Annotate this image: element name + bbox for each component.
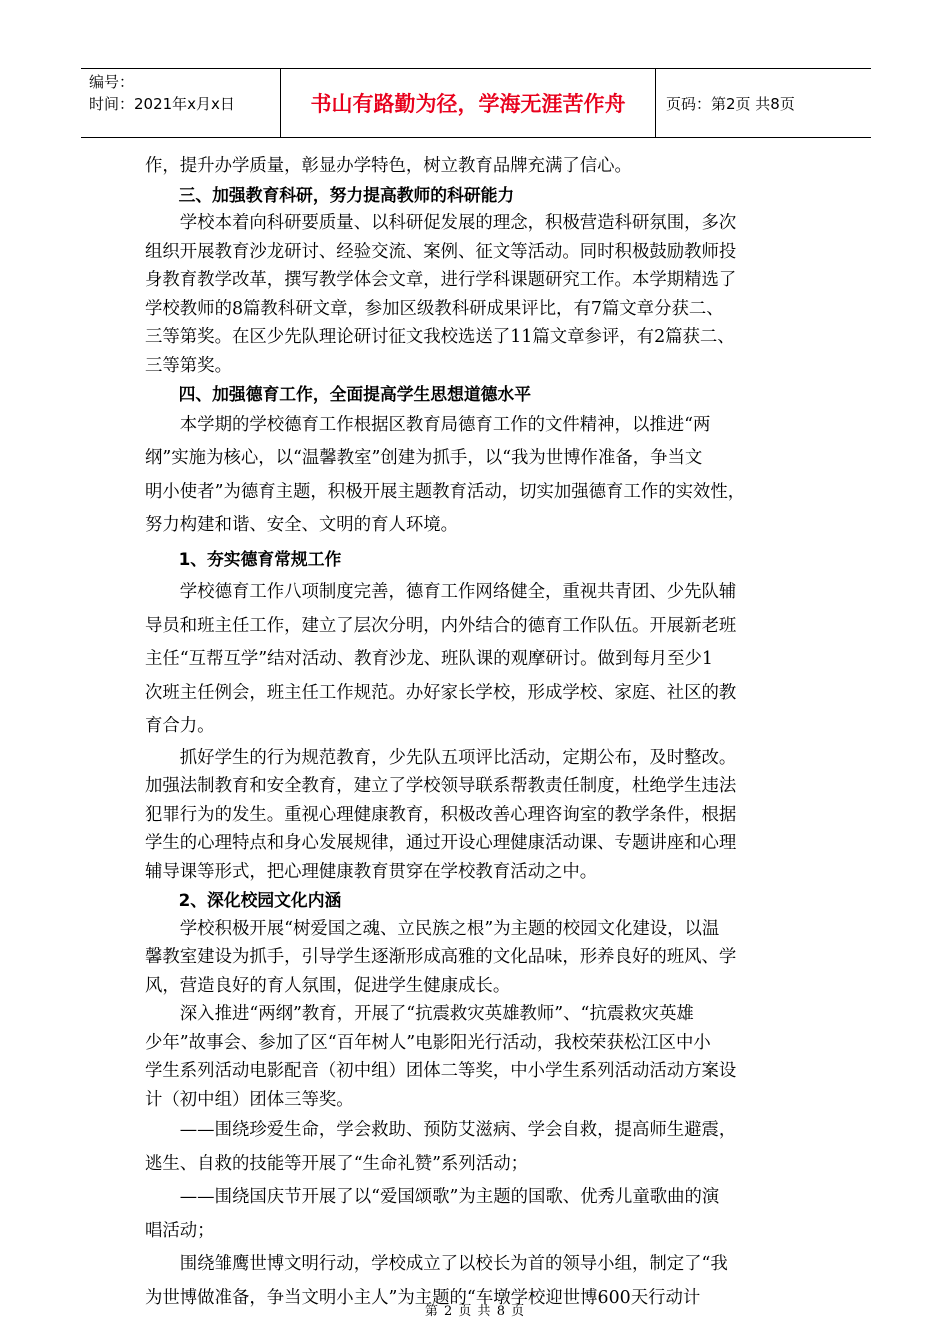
section-heading: 三、加强教育科研，努力提高教师的科研能力 <box>145 184 515 205</box>
body-line: 加强法制教育和安全教育，建立了学校领导联系帮教责任制度，杜绝学生违法 <box>145 776 737 796</box>
header-motto: 书山有路勤为径，学海无涯苦作舟 <box>281 69 656 137</box>
body-line: 逃生、自救的技能等开展了“生命礼赞”系列活动； <box>145 1153 528 1174</box>
document-body <box>145 152 813 1315</box>
body-line: 努力构建和谐、安全、文明的育人环境。 <box>145 515 459 535</box>
body-line: 育合力。 <box>145 716 215 736</box>
body-line: 计（初中组）团体三等奖。 <box>145 1089 354 1110</box>
body-line: 学校教师的8篇教科研文章，参加区级教科研成果评比，有7篇文章分获二、 <box>145 298 724 319</box>
body-line: 导员和班主任工作，建立了层次分明，内外结合的德育工作队伍。开展新老班 <box>145 615 737 636</box>
body-line: 组织开展教育沙龙研讨、经验交流、案例、征文等活动。同时积极鼓励教师投 <box>145 241 737 262</box>
body-line: ——围绕国庆节开展了以“爱国颂歌”为主题的国歌、优秀儿童歌曲的演 <box>145 1187 720 1207</box>
body-line: 纲”实施为核心，以“温馨教室”创建为抓手，以“我为世博作准备，争当文 <box>145 448 703 468</box>
body-line: 学校本着向科研要质量、以科研促发展的理念，积极营造科研氛围，多次 <box>145 213 737 233</box>
body-line: 抓好学生的行为规范教育，少先队五项评比活动，定期公布，及时整改。 <box>145 747 737 768</box>
header-page-number: 页码：第2页 共8页 <box>666 94 795 113</box>
body-line: 深入推进“两纲”教育，开展了“抗震救灾英雄教师”、“抗震救灾英雄 <box>145 1004 694 1024</box>
header-meta <box>81 69 281 137</box>
body-line: 学生的心理特点和身心发展规律，通过开设心理健康活动课、专题讲座和心理 <box>145 833 737 853</box>
body-line: 学生系列活动电影配音（初中组）团体二等奖，中小学生系列活动活动方案设 <box>145 1061 737 1081</box>
body-line: 明小使者”为德育主题，积极开展主题教育活动，切实加强德育工作的实效性， <box>145 481 746 502</box>
document-number-label: 编号： <box>89 73 135 91</box>
body-line: 围绕雏鹰世博文明行动，学校成立了以校长为首的领导小组，制定了“我 <box>145 1254 728 1274</box>
page-footer: 第 2 页 共 8 页 <box>424 1304 526 1319</box>
body-line: 次班主任例会，班主任工作规范。办好家长学校，形成学校、家庭、社区的教 <box>145 682 737 703</box>
body-line: 三等第奖。在区少先队理论研讨征文我校选送了11篇文章参评，有2篇获二、 <box>145 327 735 347</box>
body-line: 少年”故事会、参加了区“百年树人”电影阳光行活动，我校荣获松江区中小 <box>145 1032 711 1053</box>
body-line: 辅导课等形式，把心理健康教育贯穿在学校教育活动之中。 <box>145 861 598 882</box>
body-line: 风，营造良好的育人氛围，促进学生健康成长。 <box>145 975 511 996</box>
body-line: 学校积极开展“树爱国之魂、立民族之根”为主题的校园文化建设，以温 <box>145 918 720 939</box>
body-line: 唱活动； <box>145 1220 215 1241</box>
body-line: 馨教室建设为抓手，引导学生逐渐形成高雅的文化品味，形养良好的班风、学 <box>145 947 737 967</box>
subsection-heading: 2、深化校园文化内涵 <box>145 890 342 910</box>
document-date-label: 时间：2021年x月x日 <box>89 95 235 113</box>
body-line: 主任“互帮互学”结对活动、教育沙龙、班队课的观摩研讨。做到每月至少1 <box>145 649 713 669</box>
section-heading: 四、加强德育工作，全面提高学生思想道德水平 <box>145 384 531 404</box>
body-line: 为世博做准备，争当文明小主人”为主题的“车墩学校迎世博600天行动计 <box>145 1287 701 1308</box>
body-line: ——围绕珍爱生命，学会救助、预防艾滋病、学会自救，提高师生避震， <box>145 1120 737 1140</box>
body-line: 本学期的学校德育工作根据区教育局德育工作的文件精神，以推进“两 <box>145 414 711 435</box>
body-line: 三等第奖。 <box>145 355 232 376</box>
body-line: 学校德育工作八项制度完善，德育工作网络健全，重视共青团、少先队辅 <box>145 582 737 602</box>
page-header-table <box>81 68 871 138</box>
body-line: 身教育教学改革，撰写教学体会文章，进行学科课题研究工作。本学期精选了 <box>145 270 737 290</box>
subsection-heading: 1、夯实德育常规工作 <box>145 548 342 569</box>
body-line: 犯罪行为的发生。重视心理健康教育，积极改善心理咨询室的教学条件，根据 <box>145 804 737 825</box>
body-line: 作，提升办学质量，彰显办学特色，树立教育品牌充满了信心。 <box>145 156 632 176</box>
